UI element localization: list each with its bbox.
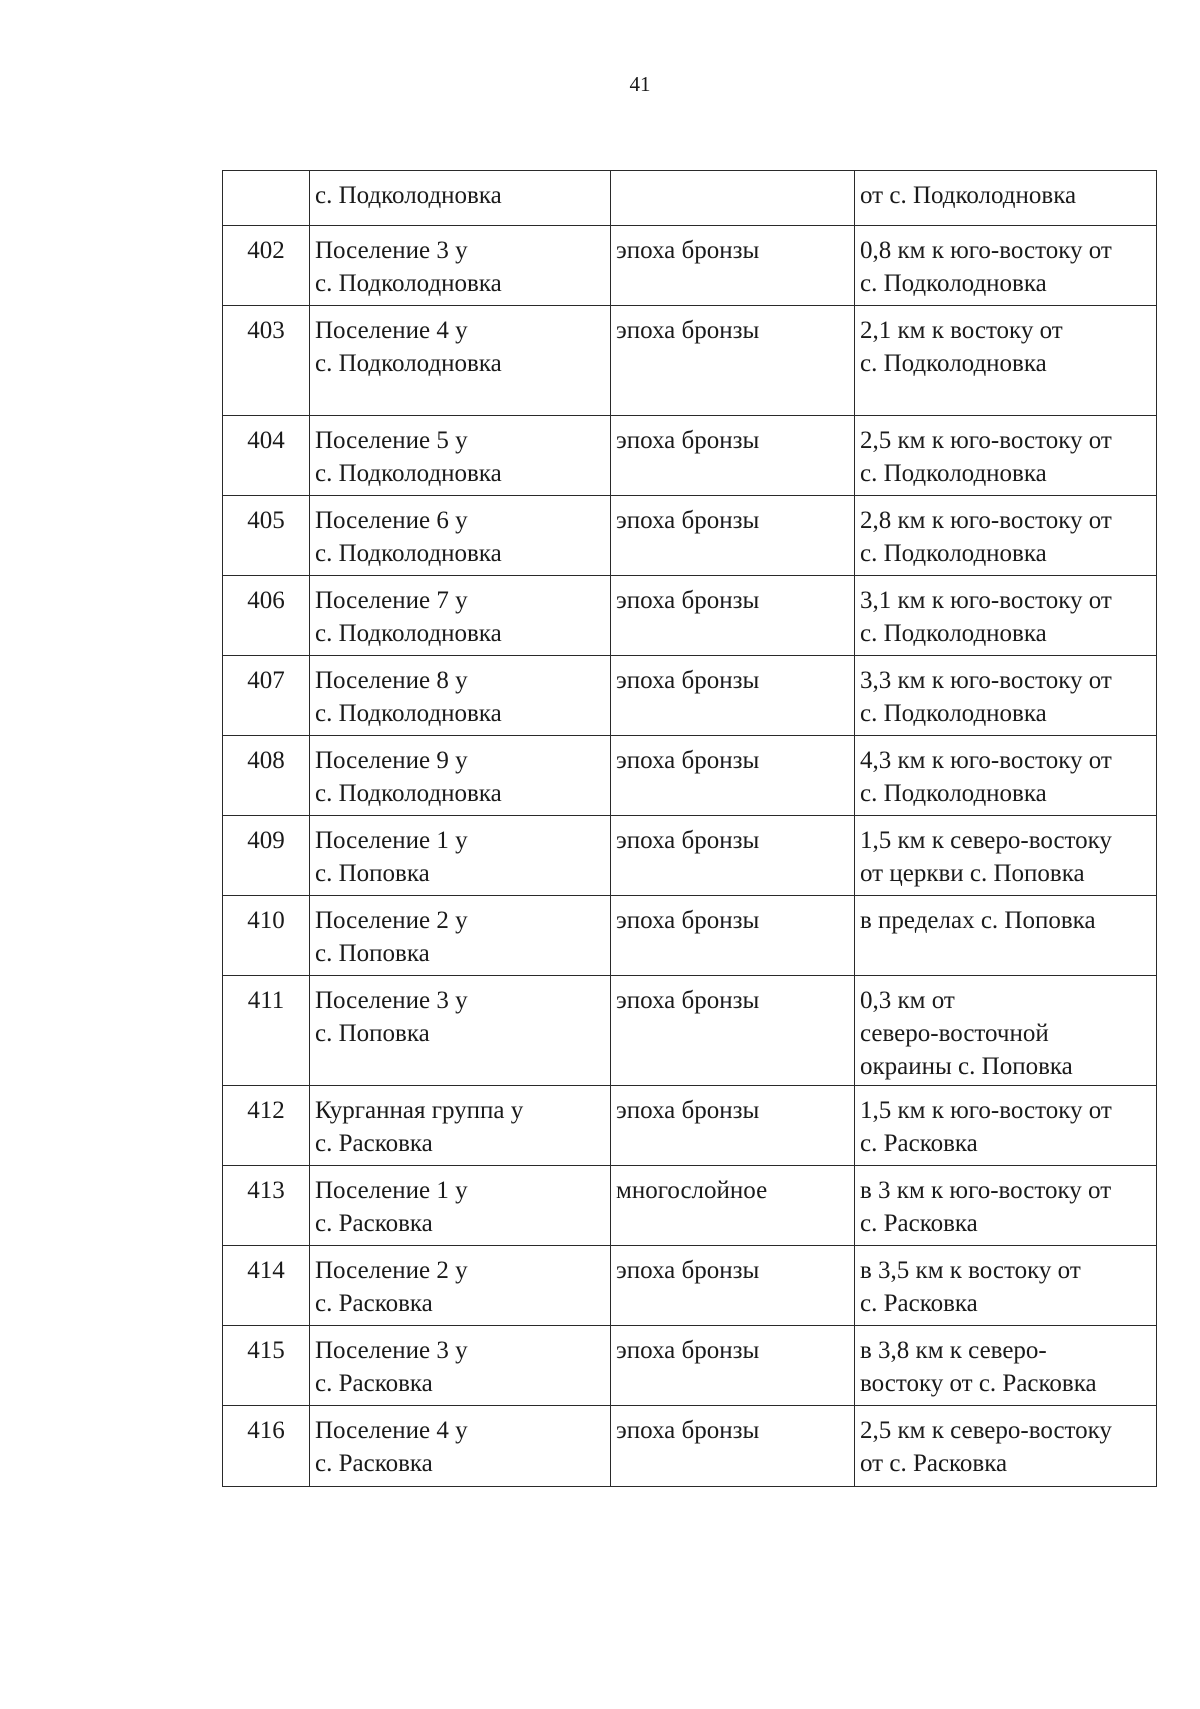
- object-name-line: Поселение 1 у: [315, 1177, 468, 1204]
- object-name-line: с. Подколодновка: [315, 270, 502, 297]
- object-name-line: с. Подколодновка: [315, 620, 502, 647]
- object-name-line: Поселение 3 у: [315, 987, 468, 1014]
- location-line: в 3 км к юго-востоку от: [860, 1177, 1112, 1204]
- table-row: [223, 976, 1157, 1086]
- location-cell: [855, 1326, 1157, 1406]
- table-row: [223, 1246, 1157, 1326]
- page-number: 41: [629, 72, 651, 96]
- location-line: 0,8 км к юго-востоку от: [860, 237, 1112, 264]
- table-body: [223, 171, 1157, 1487]
- object-name-cell: [310, 1406, 611, 1487]
- location-line: 0,3 км от: [860, 987, 955, 1014]
- dating-cell: [611, 171, 855, 226]
- row-number-cell: 409: [223, 816, 310, 896]
- row-number-cell: 404: [223, 416, 310, 496]
- dating-cell: эпоха бронзы: [611, 656, 855, 736]
- dating-cell: эпоха бронзы: [611, 816, 855, 896]
- row-number-cell: 402: [223, 226, 310, 306]
- table-row: [223, 306, 1157, 416]
- row-number-cell: 414: [223, 1246, 310, 1326]
- object-name-cell: [310, 226, 611, 306]
- dating-cell: эпоха бронзы: [611, 226, 855, 306]
- table-row: [223, 816, 1157, 896]
- row-number-cell: 406: [223, 576, 310, 656]
- object-name-line: Поселение 4 у: [315, 1417, 468, 1444]
- object-name-cell: [310, 896, 611, 976]
- object-name-line: с. Подколодновка: [315, 350, 502, 377]
- dating-cell: эпоха бронзы: [611, 1086, 855, 1166]
- object-name-line: Поселение 3 у: [315, 237, 468, 264]
- location-cell: [855, 656, 1157, 736]
- location-line: с. Расковка: [860, 1290, 978, 1317]
- location-line: с. Подколодновка: [860, 780, 1047, 807]
- row-number-cell: 405: [223, 496, 310, 576]
- location-line: 3,1 км к юго-востоку от: [860, 587, 1112, 614]
- object-name-line: с. Расковка: [315, 1370, 433, 1397]
- location-cell: [855, 1086, 1157, 1166]
- object-name-line: с. Подколодновка: [315, 540, 502, 567]
- object-name-line: Поселение 9 у: [315, 747, 468, 774]
- location-line: от с. Расковка: [860, 1450, 1008, 1477]
- location-line: с. Подколодновка: [860, 350, 1047, 377]
- object-name-cell: [310, 1086, 611, 1166]
- row-number-cell: 411: [223, 976, 310, 1086]
- location-cell: [855, 1166, 1157, 1246]
- location-line: с. Подколодновка: [860, 700, 1047, 727]
- dating-cell: эпоха бронзы: [611, 896, 855, 976]
- object-name-cell: [310, 736, 611, 816]
- object-name-line: с. Поповка: [315, 940, 430, 967]
- table-row: [223, 896, 1157, 976]
- location-cell: [855, 576, 1157, 656]
- location-line: в 3,8 км к северо-: [860, 1337, 1047, 1364]
- location-line: 3,3 км к юго-востоку от: [860, 667, 1112, 694]
- object-name-cell: [310, 1246, 611, 1326]
- location-line: с. Расковка: [860, 1210, 978, 1237]
- dating-cell: многослойное: [611, 1166, 855, 1246]
- object-name-line: с. Расковка: [315, 1130, 433, 1157]
- location-line: с. Подколодновка: [860, 460, 1047, 487]
- dating-cell: эпоха бронзы: [611, 416, 855, 496]
- object-name-line: Поселение 3 у: [315, 1337, 468, 1364]
- location-line: востоку от с. Расковка: [860, 1370, 1097, 1397]
- table-row: [223, 1406, 1157, 1487]
- location-cell: [855, 496, 1157, 576]
- object-name-line: с. Расковка: [315, 1210, 433, 1237]
- location-line: 4,3 км к юго-востоку от: [860, 747, 1112, 774]
- row-number-cell: 413: [223, 1166, 310, 1246]
- location-cell: [855, 816, 1157, 896]
- object-name-cell: [310, 171, 611, 226]
- dating-cell: эпоха бронзы: [611, 1326, 855, 1406]
- object-name-line: Поселение 4 у: [315, 317, 468, 344]
- object-name-line: Поселение 2 у: [315, 1257, 468, 1284]
- row-number-cell: 408: [223, 736, 310, 816]
- object-name-line: с. Поповка: [315, 1020, 430, 1047]
- location-cell: [855, 976, 1157, 1086]
- location-line: с. Подколодновка: [860, 270, 1047, 297]
- table-row: [223, 1166, 1157, 1246]
- table-row: [223, 171, 1157, 226]
- object-name-cell: [310, 306, 611, 416]
- location-line: от с. Подколодновка: [860, 182, 1077, 209]
- row-number-cell: 407: [223, 656, 310, 736]
- location-cell: [855, 171, 1157, 226]
- table-row: [223, 656, 1157, 736]
- location-cell: [855, 306, 1157, 416]
- object-name-cell: [310, 1166, 611, 1246]
- object-name-line: Поселение 5 у: [315, 427, 468, 454]
- object-name-line: Поселение 6 у: [315, 507, 468, 534]
- object-name-cell: [310, 816, 611, 896]
- location-line: с. Подколодновка: [860, 540, 1047, 567]
- table-row: [223, 736, 1157, 816]
- location-line: 1,5 км к северо-востоку: [860, 827, 1112, 854]
- object-name-cell: [310, 416, 611, 496]
- location-line: 2,5 км к юго-востоку от: [860, 427, 1112, 454]
- row-number-cell: 410: [223, 896, 310, 976]
- location-line: 2,8 км к юго-востоку от: [860, 507, 1112, 534]
- object-name-cell: [310, 976, 611, 1086]
- location-line: от церкви с. Поповка: [860, 860, 1085, 887]
- location-line: 2,1 км к востоку от: [860, 317, 1063, 344]
- row-number-cell: 403: [223, 306, 310, 416]
- row-number-cell: 415: [223, 1326, 310, 1406]
- dating-cell: эпоха бронзы: [611, 976, 855, 1086]
- row-number-cell: [223, 171, 310, 226]
- table-row: [223, 1086, 1157, 1166]
- location-line: в пределах с. Поповка: [860, 907, 1096, 934]
- row-number-cell: 412: [223, 1086, 310, 1166]
- table-row: [223, 1326, 1157, 1406]
- location-cell: [855, 1246, 1157, 1326]
- object-name-cell: [310, 656, 611, 736]
- heritage-objects-table: [222, 170, 1157, 1487]
- location-line: с. Расковка: [860, 1130, 978, 1157]
- location-line: 2,5 км к северо-востоку: [860, 1417, 1112, 1444]
- object-name-line: с. Подколодновка: [315, 700, 502, 727]
- object-name-line: с. Поповка: [315, 860, 430, 887]
- dating-cell: эпоха бронзы: [611, 576, 855, 656]
- row-number-cell: 416: [223, 1406, 310, 1487]
- object-name-line: с. Подколодновка: [315, 182, 502, 209]
- object-name-cell: [310, 496, 611, 576]
- dating-cell: эпоха бронзы: [611, 306, 855, 416]
- table-row: [223, 576, 1157, 656]
- object-name-line: с. Подколодновка: [315, 460, 502, 487]
- object-name-line: с. Расковка: [315, 1450, 433, 1477]
- object-name-line: с. Расковка: [315, 1290, 433, 1317]
- object-name-line: Поселение 1 у: [315, 827, 468, 854]
- location-cell: [855, 736, 1157, 816]
- location-line: с. Подколодновка: [860, 620, 1047, 647]
- table-row: [223, 416, 1157, 496]
- object-name-line: Курганная группа у: [315, 1097, 524, 1124]
- dating-cell: эпоха бронзы: [611, 496, 855, 576]
- object-name-cell: [310, 576, 611, 656]
- location-cell: [855, 896, 1157, 976]
- location-line: 1,5 км к юго-востоку от: [860, 1097, 1112, 1124]
- object-name-line: с. Подколодновка: [315, 780, 502, 807]
- location-cell: [855, 226, 1157, 306]
- object-name-line: Поселение 8 у: [315, 667, 468, 694]
- location-cell: [855, 1406, 1157, 1487]
- location-line: северо-восточной: [860, 1020, 1049, 1047]
- location-line: в 3,5 км к востоку от: [860, 1257, 1081, 1284]
- dating-cell: эпоха бронзы: [611, 736, 855, 816]
- object-name-line: Поселение 2 у: [315, 907, 468, 934]
- object-name-line: Поселение 7 у: [315, 587, 468, 614]
- table-row: [223, 226, 1157, 306]
- table-row: [223, 496, 1157, 576]
- dating-cell: эпоха бронзы: [611, 1246, 855, 1326]
- location-line: окраины с. Поповка: [860, 1053, 1073, 1080]
- object-name-cell: [310, 1326, 611, 1406]
- location-cell: [855, 416, 1157, 496]
- dating-cell: эпоха бронзы: [611, 1406, 855, 1487]
